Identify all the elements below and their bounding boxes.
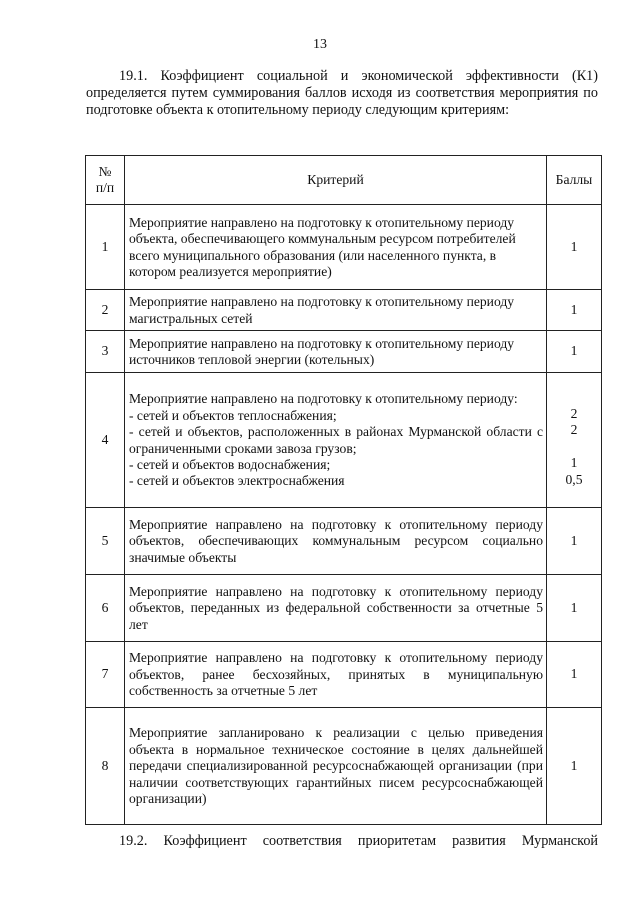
table-row <box>86 642 602 708</box>
table-row <box>86 205 602 290</box>
row-score-item: 0,5 <box>565 471 583 487</box>
row-score: 1 <box>547 575 602 642</box>
row-criterion: Мероприятие направлено на подготовку к отопительному периоду объектов, ранее бесхозяйных, принятых в муниципальную собственность за отчетные 5 лет <box>125 642 547 708</box>
row-number: 3 <box>86 331 125 373</box>
intro-paragraph: 19.1. Коэффициент социальной и экономической эффективности (К1) определяется путем суммирования баллов исходя из соответствия мероприятия по подготовке объекта к отопительному периоду следующим критериям: <box>86 68 598 118</box>
row-score-item: 2 <box>570 406 578 422</box>
row-score-item: 2 <box>570 422 578 438</box>
next-paragraph: 19.2. Коэффициент соответствия приоритетам развития Мурманской <box>119 833 598 849</box>
row-number: 8 <box>86 708 125 825</box>
row-score-spacer <box>547 439 601 455</box>
table-row <box>86 331 602 373</box>
row-score: 1 <box>547 708 602 825</box>
row-criterion: Мероприятие запланировано к реализации с целью приведения объекта в нормальное техническое состояние в целях дальнейшей передачи специализированной ресурсоснабжающей организации (при наличии соответствующих гарантийных писем ресурсоснабжающей организации) <box>125 708 547 825</box>
table-row <box>86 290 602 331</box>
row-criterion-item: - сетей и объектов, расположенных в районах Мурманской области с ограниченными сроками завоза грузов; <box>129 424 543 456</box>
row-number: 6 <box>86 575 125 642</box>
row-criterion: Мероприятие направлено на подготовку к отопительному периоду магистральных сетей <box>125 290 547 331</box>
row-number: 2 <box>86 290 125 331</box>
row-score <box>547 373 602 508</box>
row-number: 4 <box>86 373 125 508</box>
row-criterion-item: - сетей и объектов электроснабжения <box>129 473 345 489</box>
row-criterion: Мероприятие направлено на подготовку к отопительному периоду источников тепловой энергии (котельных) <box>125 331 547 373</box>
table-row <box>86 708 602 825</box>
header-score: Баллы <box>547 156 602 205</box>
row-number: 1 <box>86 205 125 290</box>
table-row <box>86 508 602 575</box>
row-criterion-item: - сетей и объектов водоснабжения; <box>129 456 331 472</box>
row-score-item: 1 <box>570 455 578 471</box>
row-score: 1 <box>547 508 602 575</box>
header-number <box>86 156 125 205</box>
row-number: 5 <box>86 508 125 575</box>
criteria-table <box>85 155 602 825</box>
header-number-line1: № <box>98 163 112 179</box>
header-criterion: Критерий <box>125 156 547 205</box>
row-number: 7 <box>86 642 125 708</box>
row-score: 1 <box>547 642 602 708</box>
row-criterion-item: - сетей и объектов теплоснабжения; <box>129 407 337 423</box>
table-row <box>86 575 602 642</box>
row-score: 1 <box>547 205 602 290</box>
row-criterion <box>125 373 547 508</box>
page-number: 13 <box>313 37 327 52</box>
row-criterion: Мероприятие направлено на подготовку к отопительному периоду объекта, обеспечивающего коммунальным ресурсом потребителей всего муниципального образования (или населенного пункта, в котором реализуется мероприятие) <box>125 205 547 290</box>
row-criterion: Мероприятие направлено на подготовку к отопительному периоду объектов, переданных из федеральной собственности за отчетные 5 лет <box>125 575 547 642</box>
row-score: 1 <box>547 290 602 331</box>
row-score: 1 <box>547 331 602 373</box>
table-header-row <box>86 156 602 205</box>
table-row <box>86 373 602 508</box>
header-number-line2: п/п <box>95 180 115 195</box>
row-criterion-intro: Мероприятие направлено на подготовку к отопительному периоду: <box>129 391 518 407</box>
row-criterion: Мероприятие направлено на подготовку к отопительному периоду объектов, обеспечивающих коммунальным ресурсом социально значимые объекты <box>125 508 547 575</box>
